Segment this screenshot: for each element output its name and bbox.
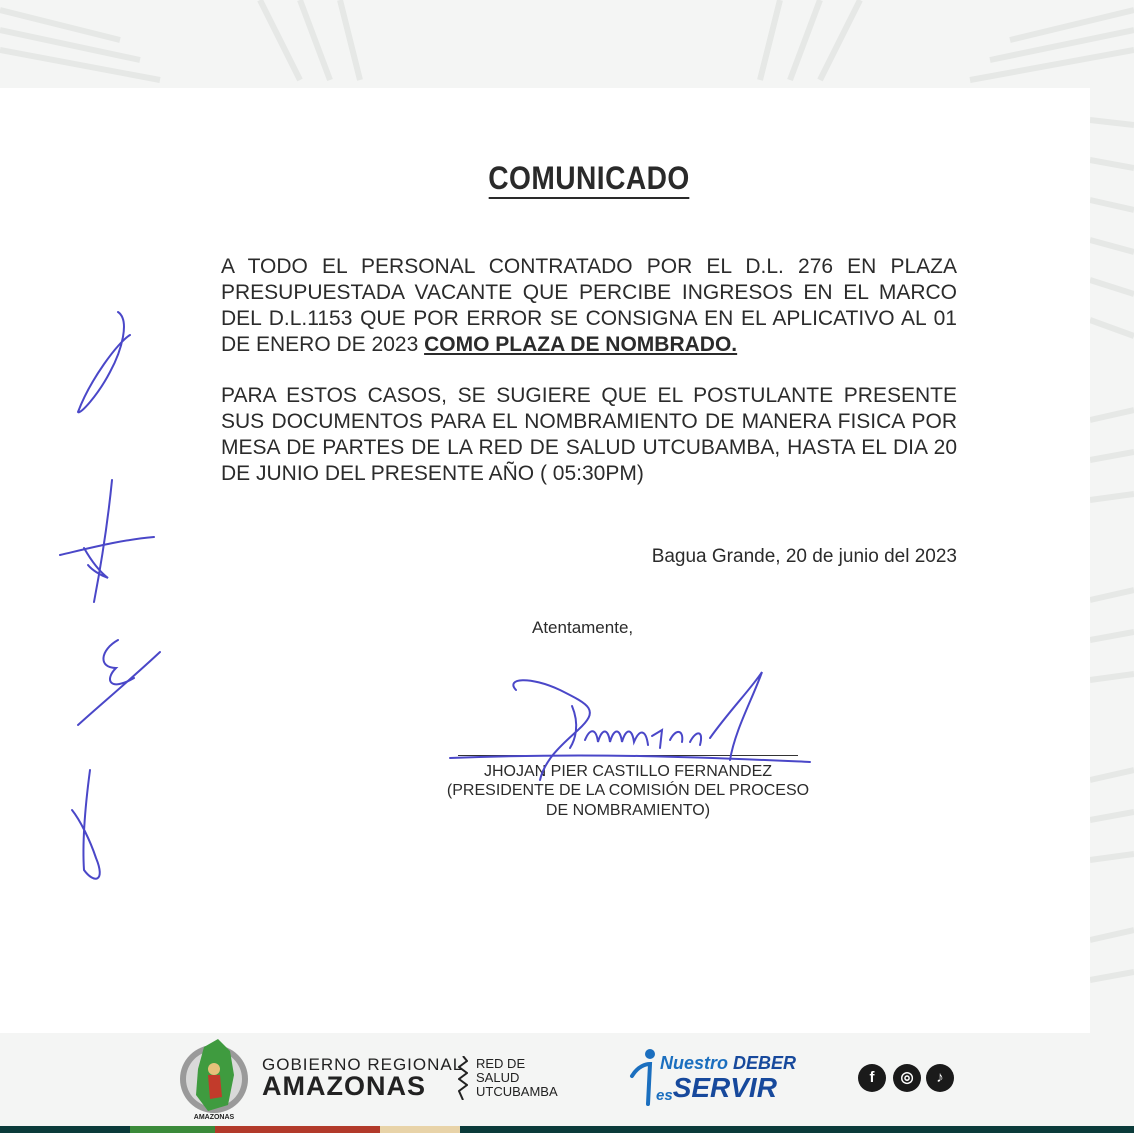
person-figure-icon	[628, 1048, 658, 1106]
signatory-role: (PRESIDENTE DE LA COMISIÓN DEL PROCESO	[446, 782, 810, 799]
red-salud-line3: UTCUBAMBA	[476, 1084, 558, 1099]
instagram-icon[interactable]: ◎	[893, 1064, 921, 1092]
signatory-role-continued: DE NOMBRAMIENTO)	[545, 802, 711, 819]
place-date: Bagua Grande, 20 de junio del 2023	[651, 546, 957, 567]
paragraph-1-emphasis: COMO PLAZA DE NOMBRADO.	[424, 333, 738, 356]
closing: Atentamente,	[532, 618, 634, 637]
svg-text:AMAZONAS: AMAZONAS	[193, 1114, 235, 1121]
bar-segment	[460, 1126, 1134, 1133]
amazonas-label: AMAZONAS	[262, 1071, 426, 1101]
bar-segment	[380, 1126, 460, 1133]
document-title: COMUNICADO	[71, 160, 1108, 197]
signatory-name: JHOJAN PIER CASTILLO FERNANDEZ	[483, 763, 773, 780]
slogan-line2: esSERVIR	[656, 1072, 777, 1104]
facebook-icon[interactable]: f	[858, 1064, 886, 1092]
red-salud-line1: RED DE	[476, 1056, 526, 1071]
bar-segment	[130, 1126, 215, 1133]
gobierno-regional-emblem	[178, 1035, 250, 1123]
separator-zigzag	[458, 1056, 468, 1100]
footer-color-bar	[0, 1126, 1134, 1133]
red-salud-line2: SALUD	[476, 1070, 520, 1085]
bar-segment	[0, 1126, 130, 1133]
bar-segment	[215, 1126, 380, 1133]
paragraph-1	[221, 254, 957, 358]
paragraph-2: PARA ESTOS CASOS, SE SUGIERE QUE EL POSTULANTE PRESENTE SUS DOCUMENTOS PARA EL NOMBRAMIENTO DE MANERA FISICA POR MESA DE PARTES DE LA RED DE SALUD UTCUBAMBA, HASTA EL DIA 20 DE JUNIO DEL PRESENTE AÑO ( 05:30PM)	[221, 384, 957, 485]
tiktok-icon[interactable]: ♪	[926, 1064, 954, 1092]
paragraph-1-text: A TODO EL PERSONAL CONTRATADO POR EL D.L. 276 EN PLAZA PRESUPUESTADA VACANTE QUE PERCIBE INGRESOS EN EL MARCO DEL D.L.1153 QUE POR ERROR SE CONSIGNA EN EL APLICATIVO AL 01 DE ENERO DE 2023	[221, 255, 957, 356]
signature-line	[458, 755, 798, 756]
slogan-line1: Nuestro DEBER	[660, 1053, 797, 1073]
gobierno-regional-label: GOBIERNO REGIONAL	[262, 1055, 464, 1074]
